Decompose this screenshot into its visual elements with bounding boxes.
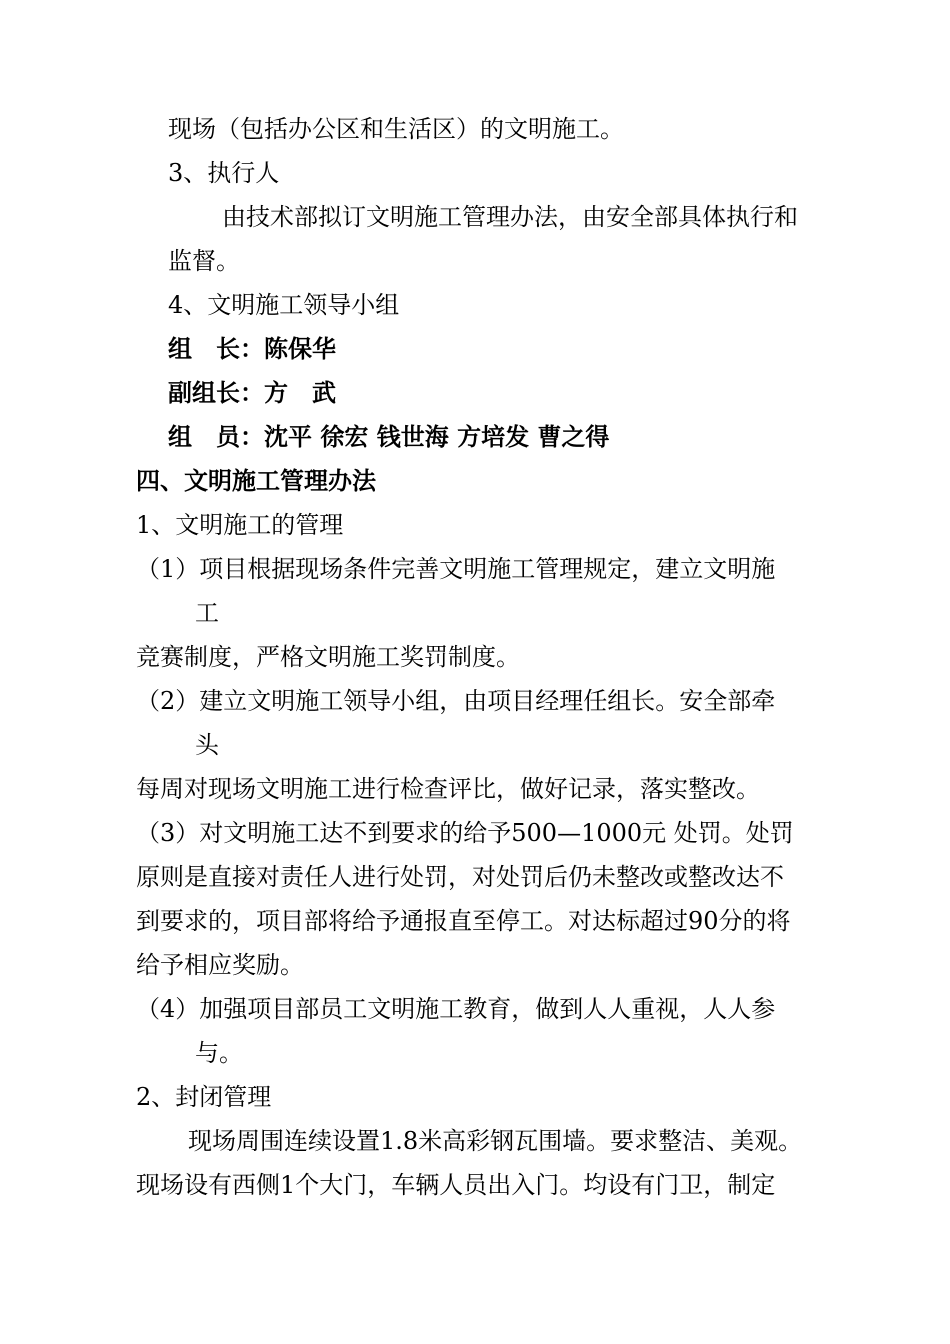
- deputy-group-leader: 副组长：方 武: [168, 379, 336, 407]
- text-line: 到要求的，项目部将给予通报直至停工。对达标超过90分的将: [136, 907, 791, 935]
- item-4: （4）加强项目部员工文明施工教育，做到人人重视，人人参: [136, 995, 776, 1023]
- section-heading-leadership-group: 4、文明施工领导小组: [168, 291, 400, 319]
- item-2: （2）建立文明施工领导小组，由项目经理任组长。安全部牵: [136, 687, 776, 715]
- group-leader: 组 长：陈保华: [168, 335, 336, 363]
- item-2-continuation: 头: [195, 731, 219, 759]
- section-heading-executor: 3、执行人: [168, 159, 280, 187]
- text-line: 由技术部拟订文明施工管理办法，由安全部具体执行和: [222, 203, 798, 231]
- text-line: 每周对现场文明施工进行检查评比，做好记录，落实整改。: [136, 775, 760, 803]
- item-1: （1）项目根据现场条件完善文明施工管理规定，建立文明施: [136, 555, 776, 583]
- text-line: 给予相应奖励。: [136, 951, 304, 979]
- item-3: （3）对文明施工达不到要求的给予500—1000元 处罚。处罚: [136, 819, 794, 847]
- text-line: 现场周围连续设置1.8米高彩钢瓦围墙。要求整洁、美观。: [188, 1127, 803, 1155]
- section-heading-enclosure: 2、封闭管理: [136, 1083, 272, 1111]
- text-line: 监督。: [168, 247, 240, 275]
- group-members: 组 员：沈平 徐宏 钱世海 方培发 曹之得: [168, 423, 610, 451]
- chapter-heading: 四、文明施工管理办法: [136, 467, 376, 495]
- text-line: 竞赛制度，严格文明施工奖罚制度。: [136, 643, 520, 671]
- text-line: 原则是直接对责任人进行处罚，对处罚后仍未整改或整改达不: [136, 863, 784, 891]
- item-4-continuation: 与。: [195, 1039, 243, 1067]
- text-line: 现场（包括办公区和生活区）的文明施工。: [168, 115, 624, 143]
- text-line: 现场设有西侧1个大门，车辆人员出入门。均设有门卫，制定: [136, 1171, 776, 1199]
- section-heading-management: 1、文明施工的管理: [136, 511, 344, 539]
- item-1-continuation: 工: [195, 599, 219, 627]
